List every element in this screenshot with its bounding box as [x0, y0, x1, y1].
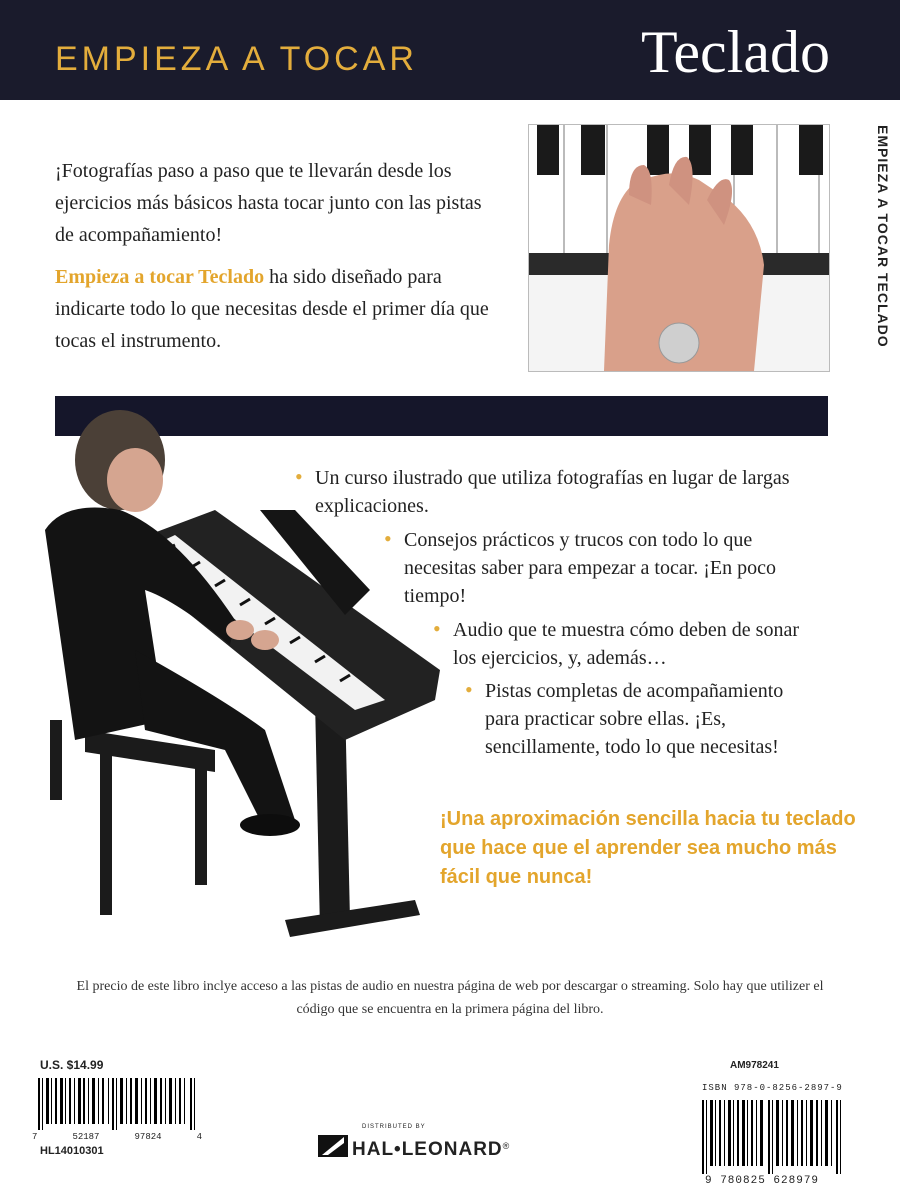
- intro-highlight: Empieza a tocar Teclado: [55, 266, 265, 288]
- bullet-text: Un curso ilustrado que utiliza fotografías en lugar de largas explicaciones.: [315, 467, 790, 517]
- intro-text: [55, 155, 495, 367]
- intro-paragraph-2-rest: ha sido diseñado para indicarte todo lo que necesitas desde el primer día que tocas el instrumento.: [55, 266, 489, 352]
- bullet-2: [384, 526, 824, 610]
- bullet-dot-icon: •: [295, 464, 303, 489]
- bullet-4: [465, 677, 805, 761]
- bullet-text: Consejos prácticos y trucos con todo lo que necesitas saber para empezar a tocar. ¡En poco tiempo!: [404, 529, 777, 607]
- header-bar: [0, 0, 900, 100]
- bullet-1: [295, 464, 815, 520]
- tagline: ¡Una aproximación sencilla hacia tu teclado que hace que el aprender sea mucho más fácil que nunca!: [440, 808, 856, 888]
- hal-leonard-logo-icon: [318, 1129, 348, 1157]
- upc-digit-group: 52187: [72, 1132, 100, 1142]
- upc-digit-group: 4: [196, 1132, 202, 1142]
- publisher-logo: [318, 1125, 509, 1161]
- audio-access-note: El precio de este libro inclye acceso a las pistas de audio en nuestra página de web por descargar o streaming. Solo hay que utilizer el código que se encuentra en la primera página del libro.: [76, 979, 824, 1017]
- distributed-by: DISTRIBUTED BY: [362, 1124, 426, 1130]
- intro-paragraph-1: ¡Fotografías paso a paso que te llevarán desde los ejercicios más básicos hasta tocar junto con las pistas de acompañamiento!: [55, 160, 482, 246]
- bullet-dot-icon: •: [433, 616, 441, 641]
- publisher-name: HAL•LEONARD: [352, 1139, 503, 1160]
- upc-digit-group: 97824: [134, 1132, 162, 1142]
- price: U.S. $14.99: [40, 1058, 104, 1072]
- ean-digits: 9 780825 628979: [705, 1175, 820, 1187]
- registered-mark: ®: [502, 1141, 510, 1151]
- bullet-dot-icon: •: [384, 526, 392, 551]
- upc-barcode: [38, 1078, 198, 1130]
- spine-text: EMPIEZA A TOCAR TECLADO: [875, 125, 891, 348]
- book-title: Teclado: [640, 19, 830, 85]
- intro-paragraph-2: [55, 261, 495, 357]
- bullet-dot-icon: •: [465, 677, 473, 702]
- hand-on-keys-photo: [528, 124, 830, 372]
- isbn: ISBN 978-0-8256-2897-9: [702, 1083, 843, 1093]
- sku: HL14010301: [40, 1145, 104, 1157]
- upc-digit-group: 7: [32, 1132, 38, 1142]
- series-title: EMPIEZA A TOCAR: [55, 40, 418, 78]
- upc-digits: [32, 1132, 202, 1142]
- bullet-text: Pistas completas de acompañamiento para practicar sobre ellas. ¡Es, sencillamente, todo lo que necesitas!: [485, 680, 784, 758]
- catalog-code: AM978241: [730, 1060, 779, 1071]
- bullet-text: Audio que te muestra cómo deben de sonar los ejercicios, y, además…: [453, 619, 800, 669]
- ean-barcode: [702, 1100, 842, 1174]
- bullet-3: [433, 616, 813, 672]
